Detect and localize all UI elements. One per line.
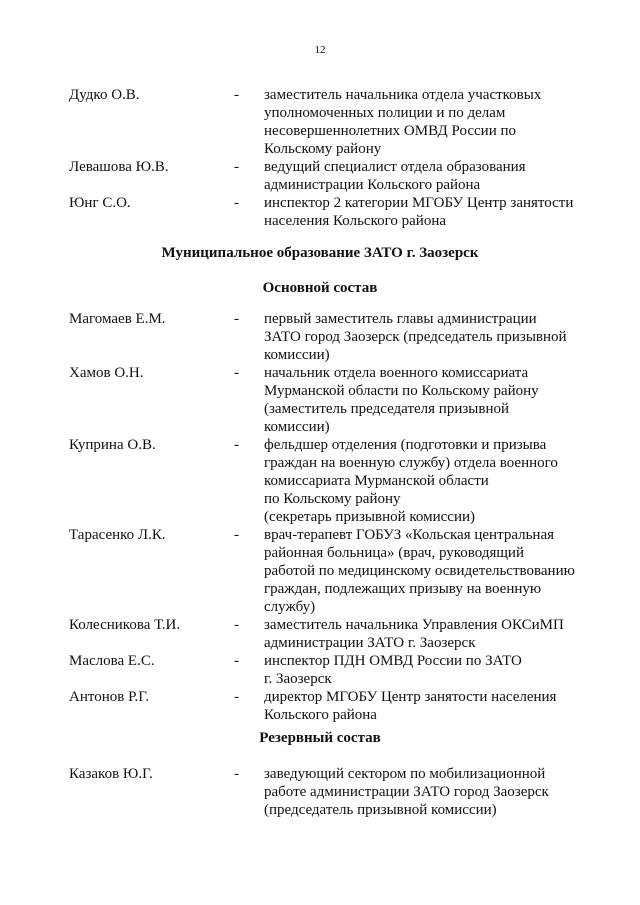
member-role-line: комиссариата Мурманской области [264, 473, 489, 489]
member-role [264, 158, 594, 194]
member-role [264, 310, 594, 364]
main-composition-heading: Основной состав [262, 280, 378, 296]
separator-dash: - [234, 365, 239, 381]
member-role-line: несовершеннолетних ОМВД России по [264, 123, 517, 139]
member-role-line: фельдшер отделения (подготовки и призыва [264, 437, 547, 453]
member-role [264, 652, 594, 688]
separator-dash: - [234, 195, 239, 211]
reserve-composition-heading: Резервный состав [259, 730, 381, 746]
member-list-main [0, 310, 640, 724]
member-role-line: (секретарь призывной комиссии) [264, 509, 475, 525]
member-role [264, 526, 594, 616]
member-name: Антонов Р.Г. [69, 689, 150, 705]
member-role-line: директор МГОБУ Центр занятости населения [264, 689, 557, 705]
member-role-line: комиссии) [264, 347, 330, 363]
separator-dash: - [234, 617, 239, 633]
member-role-line: ЗАТО город Заозерск (председатель призывной [264, 329, 567, 345]
member-name: Маслова Е.С. [69, 653, 155, 669]
member-role-line: г. Заозерск [264, 671, 332, 687]
member-role [264, 436, 594, 526]
member-role-line: уполномоченных полиции и по делам [264, 105, 506, 121]
municipality-heading: Муниципальное образование ЗАТО г. Заозерск [161, 245, 479, 261]
member-list-kola [0, 86, 640, 230]
member-name: Казаков Ю.Г. [69, 766, 153, 782]
member-role-line: администрации ЗАТО г. Заозерск [264, 635, 476, 651]
member-role-line: Кольскому району [264, 141, 382, 157]
member-role-line: инспектор ПДН ОМВД России по ЗАТО [264, 653, 522, 669]
member-name: Юнг С.О. [69, 195, 131, 211]
member-role-line: Мурманской области по Кольскому району [264, 383, 539, 399]
page-number: 12 [314, 44, 326, 56]
member-role-line: ведущий специалист отдела образования [264, 159, 526, 175]
member-entry [0, 158, 640, 194]
member-name: Дудко О.В. [69, 87, 140, 103]
member-entry [0, 616, 640, 652]
member-entry [0, 688, 640, 724]
member-role-line: первый заместитель главы администрации [264, 311, 537, 327]
member-role-line: врач-терапевт ГОБУЗ «Кольская центральная [264, 527, 555, 543]
member-role-line: службу) [264, 599, 316, 615]
member-role-line: начальник отдела военного комиссариата [264, 365, 529, 381]
member-role-line: заместитель начальника отдела участковых [264, 87, 542, 103]
member-role-line: районная больница» (врач, руководящий [264, 545, 524, 561]
separator-dash: - [234, 159, 239, 175]
member-role-line: инспектор 2 категории МГОБУ Центр занятости [264, 195, 574, 211]
member-entry [0, 526, 640, 616]
member-entry [0, 364, 640, 436]
member-role-line: работе администрации ЗАТО город Заозерск [264, 784, 549, 800]
member-role-line: заведующий сектором по мобилизационной [264, 766, 546, 782]
member-role [264, 364, 594, 436]
separator-dash: - [234, 437, 239, 453]
member-role-line: граждан, подлежащих призыву на военную [264, 581, 542, 597]
member-role-line: граждан на военную службу) отдела военного [264, 455, 558, 471]
member-role [264, 86, 594, 158]
member-entry [0, 86, 640, 158]
separator-dash: - [234, 689, 239, 705]
member-role-line: (заместитель председателя призывной [264, 401, 509, 417]
member-role [264, 616, 594, 652]
member-role-line: по Кольскому району [264, 491, 401, 507]
member-role-line: Кольского района [264, 707, 377, 723]
separator-dash: - [234, 527, 239, 543]
member-role [264, 765, 594, 819]
member-name: Колесникова Т.И. [69, 617, 181, 633]
member-role-line: заместитель начальника Управления ОКСиМП [264, 617, 564, 633]
separator-dash: - [234, 87, 239, 103]
member-name: Хамов О.Н. [69, 365, 144, 381]
member-name: Магомаев Е.М. [69, 311, 166, 327]
member-role-line: работой по медицинскому освидетельствованию [264, 563, 575, 579]
member-name: Куприна О.В. [69, 437, 156, 453]
member-entry [0, 652, 640, 688]
member-list-reserve [0, 765, 640, 819]
member-role [264, 194, 594, 230]
member-role-line: комиссии) [264, 419, 330, 435]
member-entry [0, 194, 640, 230]
member-entry [0, 310, 640, 364]
member-entry [0, 765, 640, 819]
separator-dash: - [234, 653, 239, 669]
member-role-line: администрации Кольского района [264, 177, 481, 193]
member-name: Тарасенко Л.К. [69, 527, 166, 543]
member-name: Левашова Ю.В. [69, 159, 169, 175]
separator-dash: - [234, 766, 239, 782]
member-entry [0, 436, 640, 526]
member-role [264, 688, 594, 724]
member-role-line: (председатель призывной комиссии) [264, 802, 497, 818]
separator-dash: - [234, 311, 239, 327]
member-role-line: населения Кольского района [264, 213, 446, 229]
